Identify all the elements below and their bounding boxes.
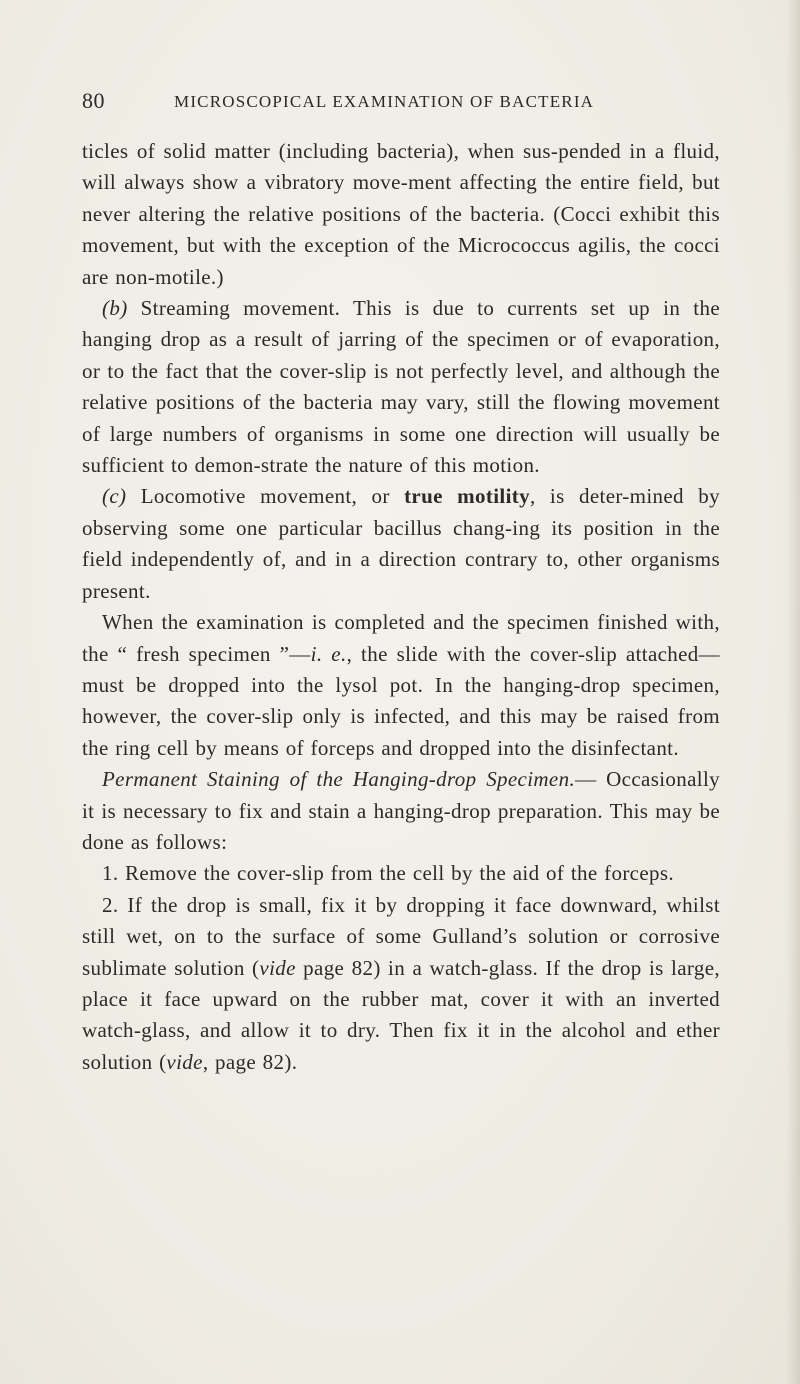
paragraph-text: 1. Remove the cover-slip from the cell by the aid of the forceps.	[102, 861, 674, 886]
paragraph-text: — Occasionally it is necessary to fix and stain a hanging-drop preparation. This may be done as follows:	[82, 767, 720, 854]
paragraph-text: , is deter-mined by observing some one particular bacillus chang-ing its position in the field independently of, and in a direction contrary to, other organisms present.	[82, 484, 720, 603]
abbreviation-ie: i. e.	[310, 641, 347, 666]
paragraph-text: , page 82).	[202, 1049, 298, 1074]
paragraph-text: Streaming movement. This is due to currents set up in the hanging drop as a result of jarring of the specimen or of evaporation, or to the fact that the cover-slip is not perfectly level, and although the relative positions of the bacteria may vary, still the flowing movement of large numbers of organisms in some one direction will usually be sufficient to demon-strate the nature of this motion.	[82, 296, 720, 478]
paragraph-locomotive-movement	[82, 481, 720, 607]
list-marker-c: (c)	[102, 484, 127, 509]
paragraph-text: When the examination is completed and the specimen finished with, the “ fresh specimen ”—	[82, 610, 720, 666]
vide-reference: vide	[259, 955, 296, 980]
paragraph-text: ticles of solid matter (including bacteria), when sus-pended in a fluid, will always show a vibratory move-ment affecting the entire field, but never altering the relative positions of the bacteria. (Cocci exhibit this movement, but with the exception of the Micrococcus agilis, the cocci are non-motile.)	[82, 139, 720, 289]
paragraph-vibratory-movement	[82, 136, 720, 293]
running-title: MICROSCOPICAL EXAMINATION OF BACTERIA	[174, 92, 595, 111]
list-item-step-1	[82, 858, 720, 889]
bold-term-true-motility: true motility	[404, 484, 530, 509]
paragraph-text: page 82) in a watch-glass. If the drop is large, place it face upward on the rubber mat, cover it with an inverted watch-glass, and allow it to dry. Then fix it in the alcohol and ether solution (	[82, 955, 720, 1074]
page-header	[82, 88, 722, 118]
section-heading-permanent-staining: Permanent Staining of the Hanging-drop Specimen.	[102, 767, 576, 792]
list-item-step-2	[82, 890, 720, 1078]
body-text	[82, 136, 720, 1078]
paragraph-streaming-movement	[82, 293, 720, 481]
page-number: 80	[82, 88, 105, 113]
paragraph-text: 2. If the drop is small, fix it by dropping it face downward, whilst still wet, on to the surface of some Gulland’s solution or corrosive sublimate solution (	[82, 892, 720, 980]
paragraph-text: Locomotive movement, or	[126, 484, 405, 509]
paragraph-text: , the slide with the cover-slip attached—must be dropped into the lysol pot. In the hanging-drop specimen, however, the cover-slip only is infected, and this may be raised from the ring cell by means of forceps and dropped into the disinfectant.	[82, 641, 721, 760]
list-marker-b: (b)	[102, 296, 128, 321]
paragraph-permanent-staining	[82, 764, 720, 858]
page-edge-shadow	[786, 0, 800, 1384]
paragraph-examination-completed	[82, 607, 720, 764]
vide-reference: vide	[166, 1049, 203, 1074]
